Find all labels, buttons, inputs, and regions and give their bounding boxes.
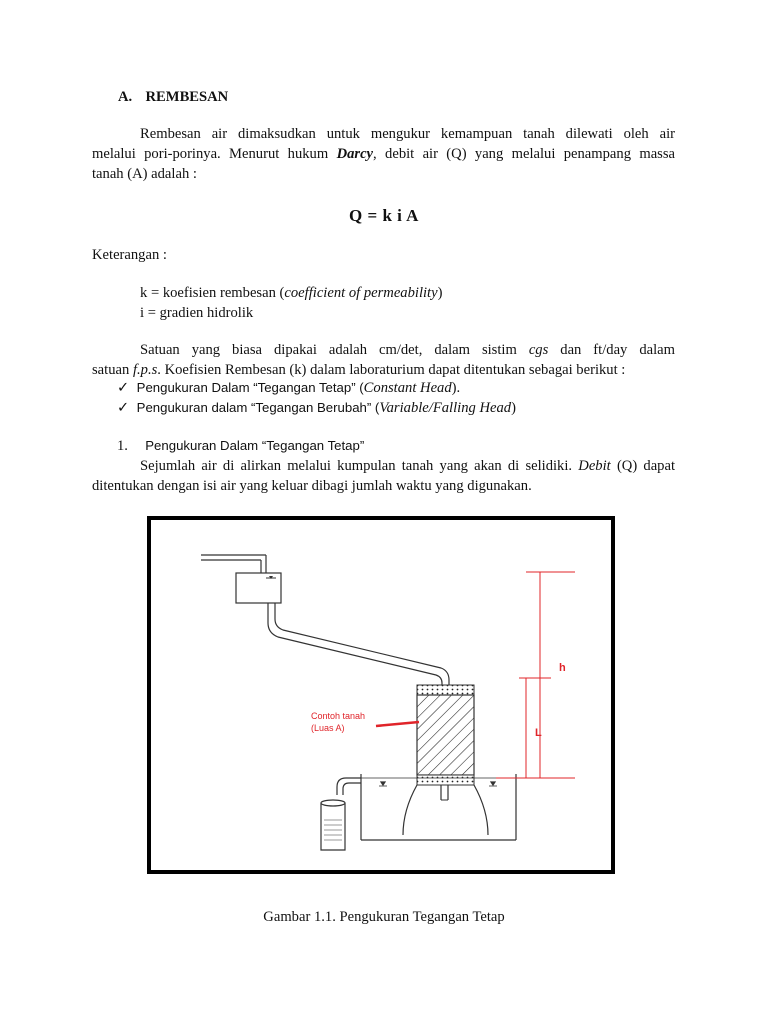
section-title: REMBESAN	[145, 89, 229, 105]
list-item-tail: )	[511, 400, 516, 416]
darcy-term: Darcy	[336, 146, 374, 162]
checkmark-icon: ✓	[117, 400, 130, 416]
definition-k-close: )	[437, 285, 443, 301]
definition-k-term: coefficient of permeability	[284, 285, 438, 301]
units-text-2-tail: . Koefisien Rembesan (k) dalam laboraturium dapat ditentukan sebagai berikut :	[157, 362, 626, 378]
intro-line-3: tanah (A) adalah :	[92, 166, 197, 182]
units-text: Satuan yang biasa dipakai adalah cm/det, dalam sistim	[140, 342, 517, 358]
units-line-1	[140, 340, 675, 360]
list-item-text: Pengukuran Dalam “Tegangan Tetap” (	[136, 380, 364, 395]
units-line-2	[92, 360, 675, 380]
constant-head-diagram	[151, 520, 611, 870]
measuring-beaker	[321, 800, 345, 850]
debit-term: Debit	[578, 458, 611, 474]
checkmark-icon: ✓	[117, 380, 130, 396]
units-text-2: satuan	[92, 362, 130, 378]
sample-label-2: (Luas A)	[311, 723, 345, 733]
h-dimension	[496, 572, 575, 778]
subsection-line-2: ditentukan dengan isi air yang keluar dibagi jumlah waktu yang digunakan.	[92, 478, 532, 494]
sample-annotation	[311, 711, 419, 733]
cgs-term: cgs	[528, 342, 549, 358]
figure-caption: Gambar 1.1. Pengukuran Tegangan Tetap	[263, 909, 505, 925]
L-dimension	[519, 678, 551, 778]
intro-line-2	[92, 144, 675, 164]
list-item	[117, 398, 516, 418]
section-letter: A.	[118, 89, 133, 105]
method-list	[117, 378, 516, 418]
subsection-heading	[117, 436, 364, 456]
darcy-formula: Q = k i A	[349, 206, 419, 225]
subsection-text: Sejumlah air di alirkan melalui kumpulan tanah yang akan di selidiki.	[140, 458, 573, 474]
subsection-text-tail: (Q) dapat	[616, 458, 676, 474]
units-text-tail: dan ft/day dalam	[560, 342, 675, 358]
intro-text-tail: , debit air (Q) yang melalui penampang massa	[373, 146, 676, 162]
definition-k-text: k = koefisien rembesan (	[140, 285, 285, 301]
supply-pipe	[201, 555, 266, 573]
list-item-term: Variable/Falling Head	[379, 400, 512, 416]
list-item-tail: ).	[451, 380, 461, 396]
permeameter	[403, 685, 488, 835]
delivery-pipe	[268, 603, 449, 685]
h-label: h	[559, 662, 566, 674]
sample-label-1: Contoh tanah	[311, 711, 366, 721]
section-heading	[118, 87, 228, 107]
list-item	[117, 378, 516, 398]
overflow-spout	[337, 778, 361, 795]
keterangan-label: Keterangan :	[92, 247, 167, 263]
definition-i: i = gradien hidrolik	[140, 305, 254, 321]
list-item-text: Pengukuran dalam “Tegangan Berubah” (	[136, 400, 380, 415]
intro-line-1: Rembesan air dimaksudkan untuk mengukur kemampuan tanah dilewati oleh air	[140, 126, 675, 142]
L-label: L	[535, 727, 542, 739]
intro-text: melalui pori-porinya. Menurut hukum	[92, 146, 329, 162]
definition-k	[140, 283, 442, 303]
subsection-line-1	[140, 456, 675, 476]
subsection-title: Pengukuran Dalam “Tegangan Tetap”	[145, 438, 365, 453]
soil-sample	[417, 695, 474, 775]
list-item-term: Constant Head	[363, 380, 452, 396]
subsection-number: 1.	[117, 438, 128, 454]
fps-term: f.p.s	[132, 362, 158, 378]
figure-frame	[147, 516, 615, 874]
